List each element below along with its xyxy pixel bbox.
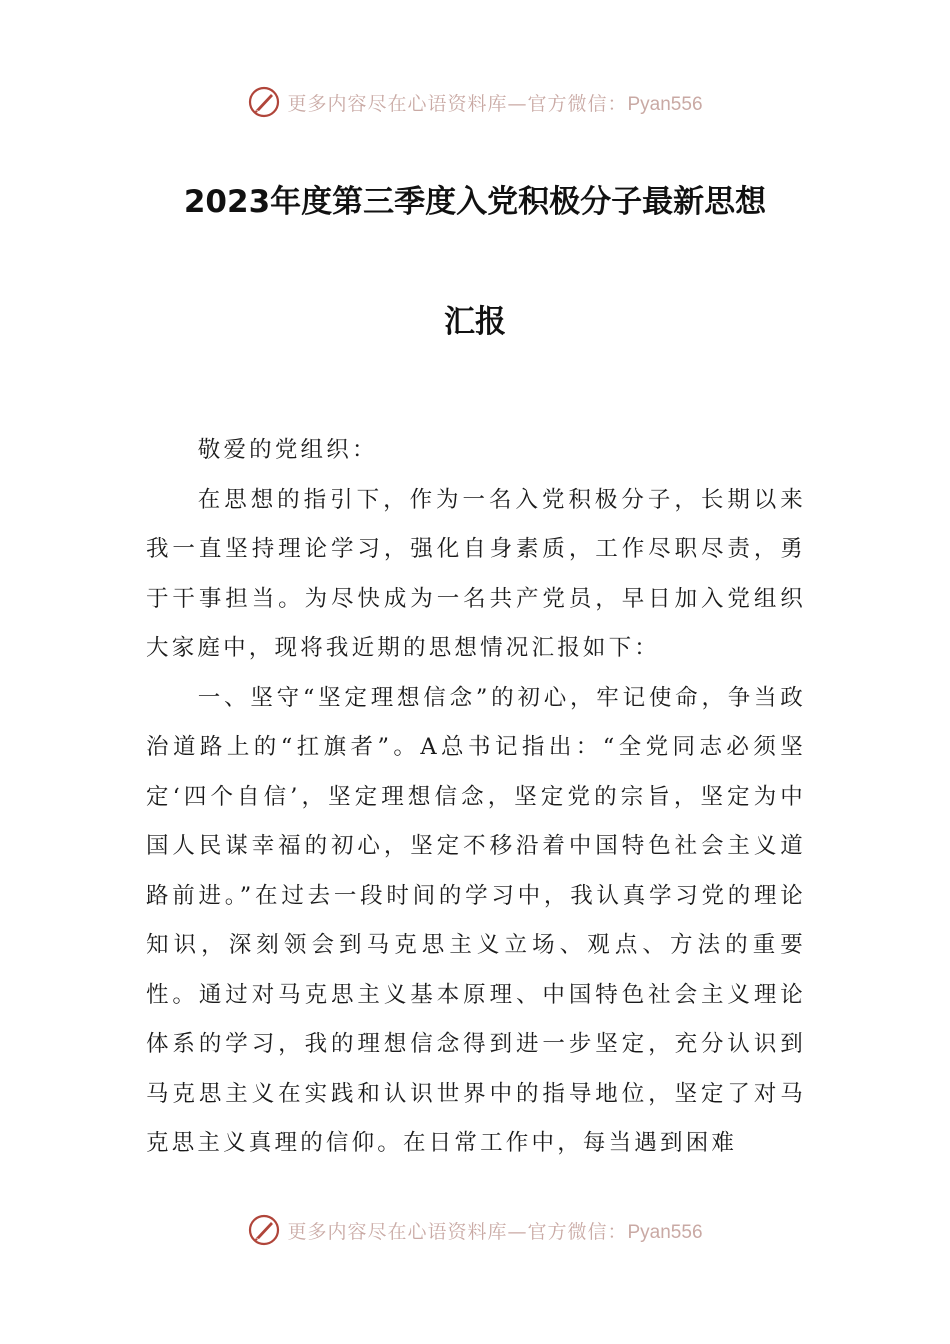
banner-caption: 更多内容尽在心语资料库—官方微信： [287,1220,628,1243]
document-title-line2: 汇报 [444,304,506,340]
wechat-id: Pyan556 [627,1221,703,1243]
banner-text [287,1217,702,1244]
footer-banner [0,1210,950,1250]
wechat-id: Pyan556 [627,93,703,115]
banner-caption: 更多内容尽在心语资料库—官方微信： [287,92,628,115]
document-title-line1: 2023年度第三季度入党积极分子最新思想 [183,184,767,220]
quill-pen-icon [247,85,281,119]
salutation: 敬爱的党组织： [197,437,378,463]
banner-text [287,89,702,116]
quill-pen-icon [247,1213,281,1247]
document-body [146,426,806,1169]
paragraph-intro: 在思想的指引下，作为一名入党积极分子，长期以来我一直坚持理论学习，强化自身素质，工作尽职尽责，勇于干事担当。为尽快成为一名共产党员，早日加入党组织大家庭中，现将我近期的思想情况汇报如下： [146,486,806,661]
header-banner [0,82,950,122]
paragraph-section-one: 一、坚守“坚定理想信念”的初心，牢记使命，争当政治道路上的“扛旗者”。A总书记指出：“全党同志必须坚定‘四个自信’，坚定理想信念，坚定党的宗旨，坚定为中国人民谋幸福的初心，坚定不移沿着中国特色社会主义道路前进。”在过去一段时间的学习中，我认真学习党的理论知识，深刻领会到马克思主义立场、观点、方法的重要性。通过对马克思主义基本原理、中国特色社会主义理论体系的学习，我的理想信念得到进一步坚定，充分认识到马克思主义在实践和认识世界中的指导地位，坚定了对马克思主义真理的信仰。在日常工作中，每当遇到困难 [146,684,806,1156]
